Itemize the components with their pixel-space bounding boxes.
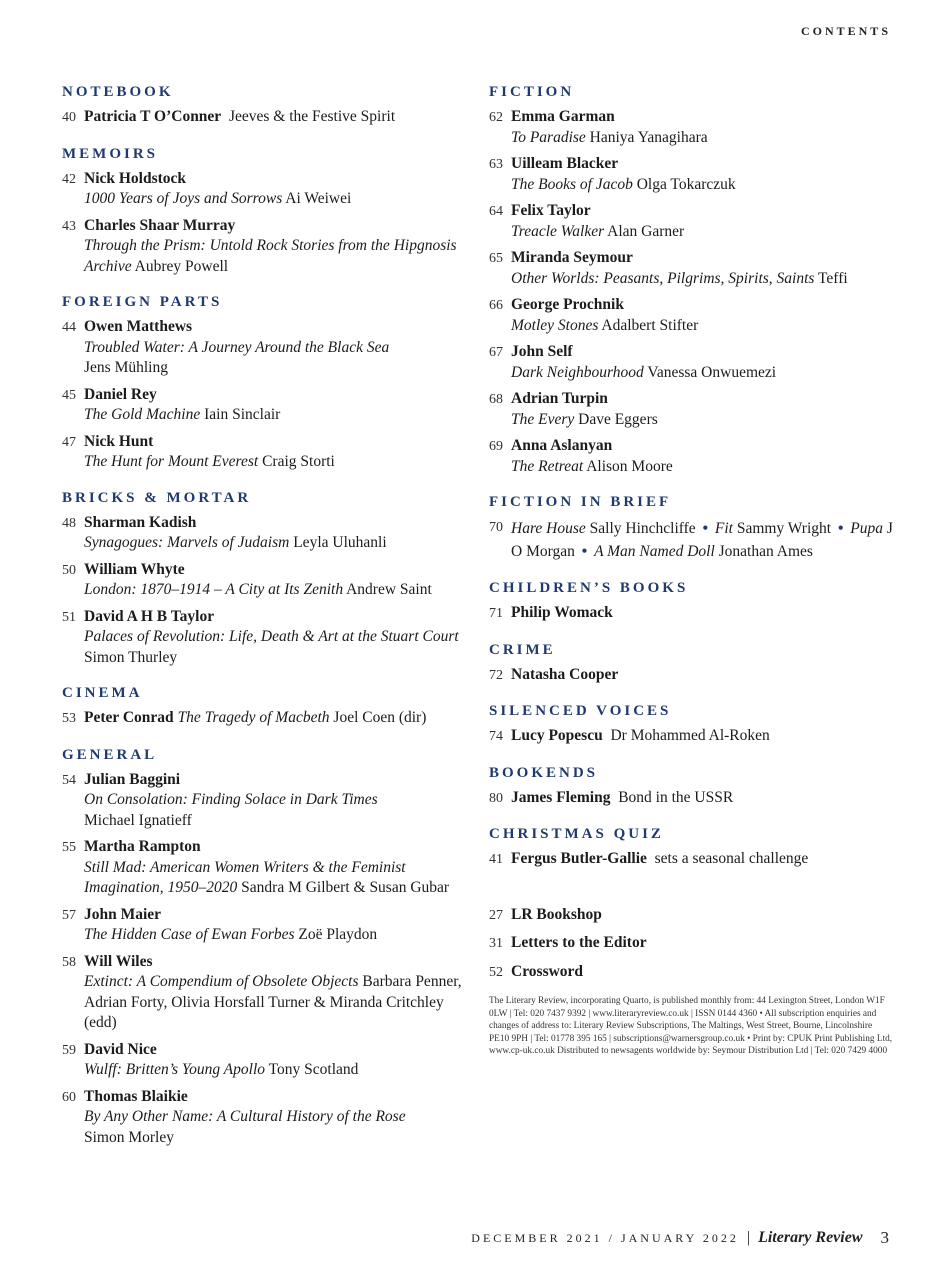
book-title: Hare House xyxy=(511,520,586,537)
reviewer-name: David A H B Taylor xyxy=(84,607,215,625)
section-title: BOOKENDS xyxy=(489,764,599,781)
toc-entry xyxy=(62,560,472,601)
section-title: CINEMA xyxy=(62,685,143,701)
reviewer-name: Fergus Butler-Gallie xyxy=(511,850,647,867)
book-title: Extinct: A Compendium of Obsolete Objects xyxy=(84,973,359,990)
reviewer-name: Charles Shaar Murray xyxy=(84,216,236,234)
book-author: Ai Weiwei xyxy=(285,190,352,207)
reviewer-name: Julian Baggini xyxy=(84,770,181,788)
book-title: Treacle Walker xyxy=(511,222,605,240)
entry-page-number: 66 xyxy=(489,298,503,313)
toc-entry xyxy=(489,295,899,336)
toc-entry xyxy=(489,726,899,748)
toc-entry xyxy=(62,107,472,129)
book-author: Iain Sinclair xyxy=(204,406,281,423)
reviewer-name: Philip Womack xyxy=(511,604,613,621)
book-author: Jens Mühling xyxy=(84,359,168,376)
reviewer-name: George Prochnik xyxy=(511,296,624,313)
book-title: Palaces of Revolution: Life, Death & Art at the Stuart Court xyxy=(84,628,459,645)
book-title: Other Worlds: Peasants, Pilgrims, Spirits, Saints xyxy=(511,269,815,287)
toc-entry xyxy=(489,603,899,625)
toc-section xyxy=(62,146,472,278)
entry-body xyxy=(511,201,899,242)
book-author: Teffi xyxy=(818,269,848,287)
toc-entry xyxy=(489,788,899,810)
entry-body xyxy=(511,726,899,748)
entry-page-number: 60 xyxy=(62,1089,76,1105)
entry-page-number: 55 xyxy=(62,840,76,855)
book-title: The Every xyxy=(511,410,575,428)
book-author: Zoë Playdon xyxy=(298,926,378,943)
entry-page-number: 80 xyxy=(489,790,503,806)
book-author: Olga Tokarczuk xyxy=(636,175,736,193)
toc-entry xyxy=(62,216,472,278)
fiction-in-brief-entry xyxy=(489,517,899,563)
entry-body xyxy=(84,708,472,730)
book-author: Jonathan Ames xyxy=(718,543,813,560)
book-author: Alison Moore xyxy=(586,457,673,475)
book-author: Sammy Wright xyxy=(736,520,832,537)
entry-body xyxy=(84,432,472,473)
entry-subject: Bond in the USSR xyxy=(618,788,734,806)
reviewer-name: John Maier xyxy=(84,905,162,923)
reviewer-name: James Fleming xyxy=(511,788,611,806)
book-title: London: 1870–1914 – A City at Its Zenith xyxy=(84,581,344,598)
book-author: Adalbert Stifter xyxy=(601,316,699,334)
entry-body xyxy=(511,517,899,563)
entry-page-number: 47 xyxy=(62,434,76,450)
book-title: Through the Prism: Untold Rock Stories from the Hipgnosis Archive xyxy=(84,237,457,275)
section-title: FOREIGN PARTS xyxy=(62,294,223,310)
reviewer-name: Peter Conrad xyxy=(84,709,174,726)
bullet-separator: • xyxy=(581,543,588,560)
entry-page-number: 54 xyxy=(62,772,76,788)
toc-section xyxy=(62,294,472,473)
entry-body xyxy=(511,107,899,148)
entry-page-number: 74 xyxy=(489,729,503,744)
reviewer-name: Martha Rampton xyxy=(84,838,201,855)
entry-body xyxy=(84,513,472,554)
toc-section xyxy=(489,494,899,563)
toc-entry xyxy=(489,849,899,871)
book-title: Dark Neighbourhood xyxy=(511,363,644,381)
entry-page-number: 53 xyxy=(62,711,76,726)
entry-page-number: 45 xyxy=(62,387,76,403)
entry-body xyxy=(511,342,899,383)
regular-features xyxy=(489,905,899,984)
toc-entry xyxy=(489,389,899,430)
book-title: The Tragedy of Macbeth xyxy=(177,709,330,726)
section-title: CHRISTMAS QUIZ xyxy=(489,826,664,842)
entry-page-number: 50 xyxy=(62,562,76,578)
right-column xyxy=(489,84,899,1058)
reviewer-name: Crossword xyxy=(511,962,584,980)
reviewer-name: William Whyte xyxy=(84,560,185,578)
book-title: By Any Other Name: A Cultural History of the Rose xyxy=(84,1108,406,1125)
entry-body xyxy=(511,436,899,477)
toc-entry xyxy=(489,933,899,955)
reviewer-name: Daniel Rey xyxy=(84,385,157,403)
book-author: Joel Coen (dir) xyxy=(333,709,427,726)
book-title: Wulff: Britten’s Young Apollo xyxy=(84,1061,266,1078)
toc-entry xyxy=(62,770,472,832)
reviewer-name: Felix Taylor xyxy=(511,202,591,219)
entry-subject: sets a seasonal challenge xyxy=(654,850,809,867)
toc-entry xyxy=(62,432,472,473)
issue-date: DECEMBER 2021 / JANUARY 2022 xyxy=(471,1230,739,1245)
entry-body xyxy=(511,248,899,289)
entry-page-number: 70 xyxy=(489,520,503,535)
toc-entry xyxy=(489,905,899,927)
book-title: The Hunt for Mount Everest xyxy=(84,453,259,470)
toc-entry xyxy=(62,708,472,730)
toc-entry xyxy=(62,905,472,946)
entry-page-number: 48 xyxy=(62,515,76,531)
bullet-separator: • xyxy=(702,520,708,537)
book-author: Barbara Penner, Adrian Forty, Olivia Horsfall Turner & Miranda Critchley (edd) xyxy=(84,973,462,1031)
toc-section xyxy=(489,84,899,477)
book-author: Craig Storti xyxy=(262,453,335,470)
entry-body xyxy=(511,603,899,625)
toc-entry xyxy=(489,154,899,195)
entry-page-number: 72 xyxy=(489,667,503,683)
reviewer-name: Patricia T O’Conner xyxy=(84,108,222,125)
right-sections xyxy=(489,84,899,871)
entry-body xyxy=(511,905,899,927)
reviewer-name: Sharman Kadish xyxy=(84,513,197,531)
toc-entry xyxy=(62,1040,472,1081)
toc-entry xyxy=(489,436,899,477)
entry-page-number: 40 xyxy=(62,110,76,125)
reviewer-name: Nick Hunt xyxy=(84,432,154,450)
section-title: FICTION IN BRIEF xyxy=(489,494,672,510)
reviewer-name: Letters to the Editor xyxy=(511,934,647,951)
entry-page-number: 27 xyxy=(489,907,503,923)
toc-entry xyxy=(489,962,899,984)
entry-page-number: 65 xyxy=(489,251,503,266)
reviewer-name: Lucy Popescu xyxy=(511,727,603,744)
entry-page-number: 59 xyxy=(62,1042,76,1058)
entry-body xyxy=(84,107,472,129)
entry-page-number: 57 xyxy=(62,907,76,923)
entry-page-number: 42 xyxy=(62,171,76,187)
entry-page-number: 51 xyxy=(62,609,76,625)
toc-entry xyxy=(62,385,472,426)
toc-entry xyxy=(62,169,472,210)
entry-body xyxy=(84,837,472,899)
entry-subject: Jeeves & the Festive Spirit xyxy=(228,108,396,125)
book-title: Synagogues: Marvels of Judaism xyxy=(84,534,290,551)
entry-body xyxy=(84,560,472,601)
entry-body xyxy=(84,216,472,278)
contents-heading: CONTENTS xyxy=(800,24,891,38)
entry-body xyxy=(511,665,899,687)
reviewer-name: John Self xyxy=(511,343,573,360)
toc-entry xyxy=(489,107,899,148)
magazine-name: Literary Review xyxy=(758,1229,863,1246)
book-title: To Paradise xyxy=(511,128,586,146)
reviewer-name: Natasha Cooper xyxy=(511,665,619,683)
toc-entry xyxy=(62,1087,472,1149)
toc-entry xyxy=(489,248,899,289)
entry-page-number: 64 xyxy=(489,204,503,219)
book-title: Fit xyxy=(714,520,733,537)
book-author: Andrew Saint xyxy=(346,581,432,598)
entry-page-number: 69 xyxy=(489,439,503,454)
book-author: J O Morgan xyxy=(511,520,893,560)
reviewer-name: David Nice xyxy=(84,1040,157,1058)
entry-body xyxy=(84,952,472,1034)
reviewer-name: Uilleam Blacker xyxy=(511,155,619,172)
section-title: NOTEBOOK xyxy=(62,84,174,100)
section-title: GENERAL xyxy=(62,746,158,763)
entry-body xyxy=(84,385,472,426)
page-number: 3 xyxy=(880,1228,889,1247)
entry-body xyxy=(511,788,899,810)
reviewer-name: Anna Aslanyan xyxy=(511,437,613,454)
toc-section xyxy=(62,84,472,129)
toc-section xyxy=(62,685,472,730)
entry-body xyxy=(511,849,899,871)
entry-page-number: 62 xyxy=(489,110,503,125)
book-title: Troubled Water: A Journey Around the Black Sea xyxy=(84,338,390,356)
toc-entry xyxy=(62,317,472,379)
toc-entry xyxy=(489,665,899,687)
entry-page-number: 67 xyxy=(489,345,503,360)
book-title: The Hidden Case of Ewan Forbes xyxy=(84,926,295,943)
section-title: CRIME xyxy=(489,641,556,658)
book-author: Tony Scotland xyxy=(268,1061,359,1078)
entry-page-number: 71 xyxy=(489,606,503,621)
book-author: Michael Ignatieff xyxy=(84,811,192,829)
toc-section xyxy=(62,490,472,669)
toc-section xyxy=(489,826,899,871)
toc-entry xyxy=(62,952,472,1034)
entry-page-number: 41 xyxy=(489,852,503,867)
toc-entry xyxy=(489,342,899,383)
toc-section xyxy=(489,580,899,625)
reviewer-name: Owen Matthews xyxy=(84,318,193,335)
entry-body xyxy=(511,389,899,430)
book-author: Simon Thurley xyxy=(84,648,178,666)
entry-page-number: 52 xyxy=(489,964,503,980)
entry-page-number: 68 xyxy=(489,392,503,407)
entry-body xyxy=(511,295,899,336)
reviewer-name: Thomas Blaikie xyxy=(84,1087,188,1105)
toc-entry xyxy=(62,513,472,554)
reviewer-name: Nick Holdstock xyxy=(84,169,187,187)
reviewer-name: Miranda Seymour xyxy=(511,249,633,266)
section-title: FICTION xyxy=(489,84,575,100)
entry-body xyxy=(84,169,472,210)
book-title: Still Mad: American Women Writers & the Feminist Imagination, 1950–2020 xyxy=(84,858,406,896)
reviewer-name: Will Wiles xyxy=(84,952,153,970)
book-title: A Man Named Doll xyxy=(594,543,715,560)
footer-separator: | xyxy=(746,1229,751,1246)
reviewer-name: Adrian Turpin xyxy=(511,390,608,407)
bullet-separator: • xyxy=(837,520,844,537)
entry-body xyxy=(84,1040,472,1081)
book-author: Aubrey Powell xyxy=(134,257,229,275)
book-title: 1000 Years of Joys and Sorrows xyxy=(84,190,283,207)
toc-section xyxy=(489,703,899,748)
entry-page-number: 31 xyxy=(489,936,503,951)
book-author: Alan Garner xyxy=(607,222,685,240)
section-title: MEMOIRS xyxy=(62,145,158,162)
section-title: BRICKS & MORTAR xyxy=(62,489,252,506)
book-author: Vanessa Onwuemezi xyxy=(647,363,777,381)
reviewer-name: Emma Garman xyxy=(511,108,615,125)
section-title: CHILDREN’S BOOKS xyxy=(489,580,689,596)
entry-body xyxy=(511,154,899,195)
section-title: SILENCED VOICES xyxy=(489,703,672,719)
entry-page-number: 44 xyxy=(62,320,76,335)
entry-body xyxy=(84,770,472,832)
publisher-info: The Literary Review, incorporating Quarto, is published monthly from: 44 Lexington Street, London W1F 0LW | Tel: 020 7437 9392 | www.literaryreview.co.uk | ISSN 0144 4360 • All subscription enquiries and changes of address to: Literary Review Subscriptions, The Maltings, West Street, Bourne, Lincolnshire PE10 9PH | Tel: 01778 395 165 | subscriptions@warnersgroup.co.uk • Print by: CPUK Print Publishing Ltd, www.cp-uk.co.uk Distributed to newsagents worldwide by: Seymour Distribution Ltd | Tel: 020 7429 4000 xyxy=(489,996,893,1057)
reviewer-name: LR Bookshop xyxy=(511,905,602,923)
book-author: Sandra M Gilbert & Susan Gubar xyxy=(241,879,450,896)
toc-entry xyxy=(62,607,472,669)
toc-entry xyxy=(489,201,899,242)
book-title: On Consolation: Finding Solace in Dark Times xyxy=(84,791,378,808)
book-author: Sally Hinchcliffe xyxy=(589,520,696,537)
entry-page-number: 58 xyxy=(62,954,76,970)
book-author: Dave Eggers xyxy=(578,410,658,428)
book-title: Pupa xyxy=(850,520,883,537)
entry-body xyxy=(511,933,899,955)
entry-page-number: 63 xyxy=(489,157,503,172)
entry-body xyxy=(84,1087,472,1149)
book-author: Haniya Yanagihara xyxy=(589,128,708,146)
entry-body xyxy=(84,317,472,379)
book-title: Motley Stones xyxy=(511,316,599,334)
book-title: The Gold Machine xyxy=(84,406,201,423)
toc-section xyxy=(62,747,472,1149)
book-author: Simon Morley xyxy=(84,1128,174,1146)
page-footer xyxy=(471,1228,889,1248)
toc-section xyxy=(489,765,899,810)
entry-subject: Dr Mohammed Al-Roken xyxy=(610,727,770,744)
book-title: The Books of Jacob xyxy=(511,175,633,193)
entry-body xyxy=(511,962,899,984)
book-title: The Retreat xyxy=(511,457,584,475)
entry-body xyxy=(84,905,472,946)
left-column xyxy=(62,84,472,1165)
entry-page-number: 43 xyxy=(62,218,76,234)
toc-section xyxy=(489,642,899,687)
entry-body xyxy=(84,607,472,669)
book-author: Leyla Uluhanli xyxy=(293,534,387,551)
toc-entry xyxy=(62,837,472,899)
